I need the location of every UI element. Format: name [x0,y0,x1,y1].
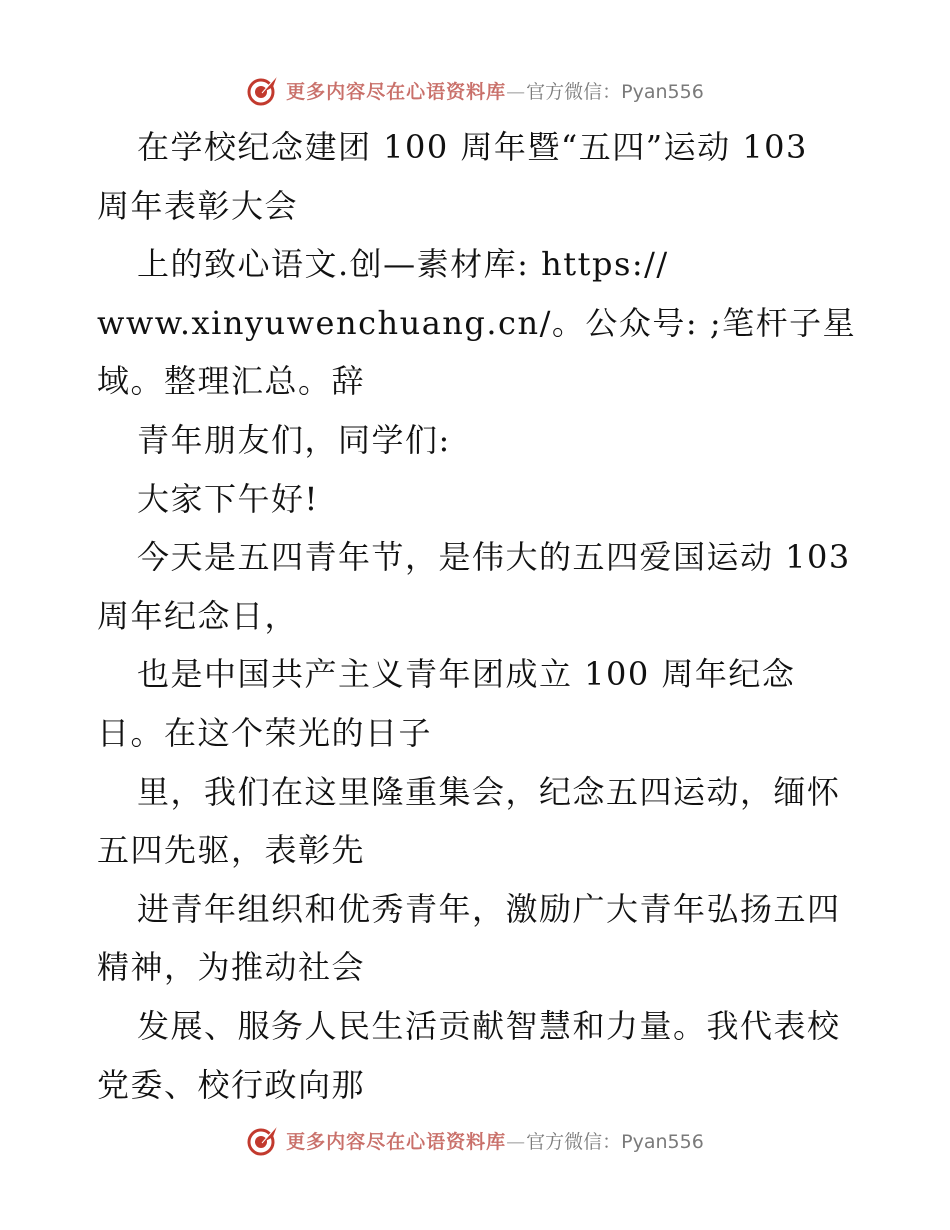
text-line: 青年朋友们，同学们: [137,420,451,459]
quill-logo-icon [246,73,280,107]
text-line: 上的致心语文.创—素材库: https:// [137,245,669,284]
text-line: 发展、服务人民生活贡献智慧和力量。我代表校 [137,1006,841,1045]
text-line: 日。在这个荣光的日子 [97,713,433,752]
text-line: 大家下午好! [137,479,319,518]
text-line: 五四先驱，表彰先 [97,831,366,870]
text-line: 精神，为推动社会 [97,948,366,987]
text-line: 党委、校行政向那 [97,1065,366,1104]
text-line: 周年表彰大会 [97,186,299,225]
text-line: 今天是五四青年节，是伟大的五四爱国运动 103 [137,538,851,577]
watermark-text: 更多内容尽在心语资料库—官方微信：Pyan556 [286,1130,704,1153]
text-line: 域。整理汇总。辞 [97,362,366,401]
watermark-text: 更多内容尽在心语资料库—官方微信：Pyan556 [286,80,704,103]
text-line: 周年纪念日， [97,596,299,635]
text-line: 进青年组织和优秀青年，激励广大青年弘扬五四 [137,889,841,928]
text-line: www.xinyuwenchuang.cn/。公众号: ;笔杆子星 [97,303,857,342]
text-line: 也是中国共产主义青年团成立 100 周年纪念 [137,655,796,694]
document-body [97,118,857,1114]
footer-watermark [0,1120,950,1160]
text-line: 里，我们在这里隆重集会，纪念五四运动，缅怀 [137,772,841,811]
quill-logo-icon [246,1123,280,1157]
text-line: 在学校纪念建团 100 周年暨“五四”运动 103 [137,128,808,166]
header-watermark [0,70,950,110]
